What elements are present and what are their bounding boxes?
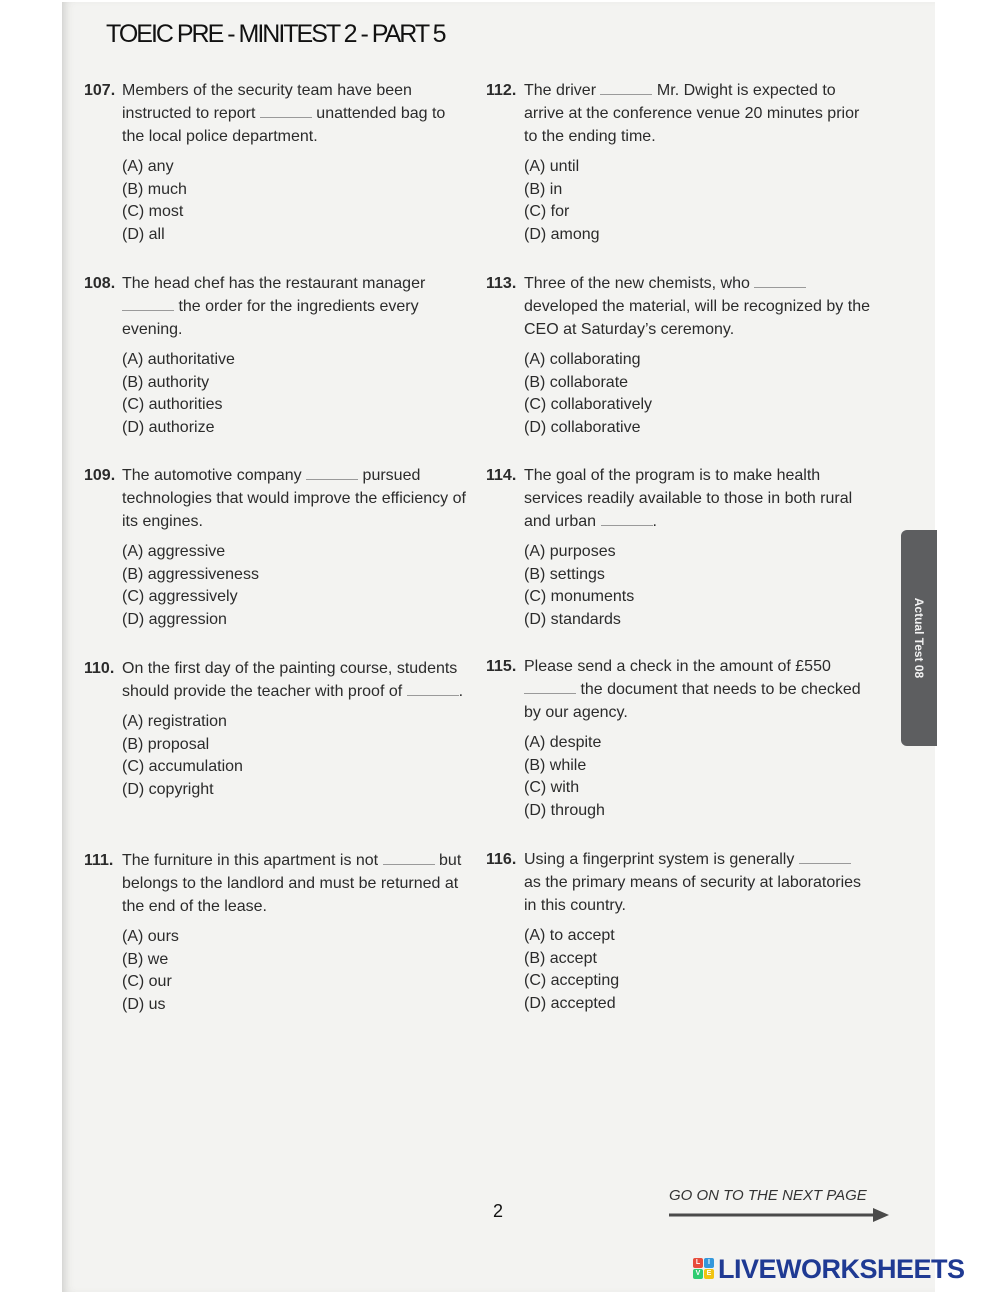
stem-text-before: Members of the security team have been instructed to report: [122, 82, 412, 122]
option-b[interactable]: (B) aggressiveness: [122, 565, 259, 583]
option-d[interactable]: (D) standards: [524, 611, 621, 629]
option-b[interactable]: (B) in: [524, 180, 563, 198]
stem-text-after: as the primary means of security at laboratories in this country.: [524, 874, 862, 914]
options-list: [84, 349, 469, 440]
answer-blank[interactable]: [600, 80, 652, 95]
option-c[interactable]: (C) with: [524, 779, 580, 797]
section-side-tab: [901, 530, 937, 746]
option-c[interactable]: (C) for: [524, 203, 570, 221]
option-a[interactable]: (A) registration: [122, 713, 227, 730]
liveworksheets-logo-icon: [693, 1258, 715, 1280]
question-number: 112.: [486, 82, 517, 99]
option-c[interactable]: (C) authorities: [122, 396, 223, 414]
option-b[interactable]: (B) authority: [122, 373, 210, 391]
question-109: [84, 464, 469, 632]
answer-blank[interactable]: [122, 296, 174, 311]
options-list: [486, 732, 871, 823]
question-number: 111.: [84, 852, 114, 869]
question-stem: [486, 464, 871, 533]
question-number: 108.: [84, 275, 116, 292]
stem-text-before: The automotive company: [122, 467, 307, 484]
question-113: [486, 272, 871, 440]
question-number: 107.: [84, 82, 116, 99]
question-number: 115.: [486, 658, 517, 675]
options-list: [486, 349, 871, 440]
stem-text-after: pursued technologies that would improve the efficiency of its engines.: [122, 467, 466, 530]
option-b[interactable]: (B) collaborate: [524, 373, 629, 391]
question-115: [486, 655, 871, 823]
stem-text-before: The driver: [524, 82, 601, 99]
question-number: 114.: [486, 467, 517, 484]
option-c[interactable]: (C) aggressively: [122, 588, 238, 606]
logo-icon-cell: V: [693, 1269, 703, 1279]
options-list: [84, 541, 469, 632]
question-stem: [84, 657, 469, 703]
option-d[interactable]: (D) authorize: [122, 419, 215, 437]
stem-text-after: the order for the ingredients every evening.: [122, 298, 419, 338]
question-stem: [486, 848, 871, 917]
option-b[interactable]: (B) while: [524, 756, 587, 774]
option-c[interactable]: (C) accumulation: [122, 758, 243, 776]
option-d[interactable]: (D) us: [122, 996, 166, 1014]
page-title: TOEIC PRE - MINITEST 2 - PART 5: [106, 20, 445, 48]
answer-blank[interactable]: [799, 849, 851, 864]
answer-blank[interactable]: [383, 850, 435, 865]
stem-text-after: Mr. Dwight is expected to arrive at the conference venue 20 minutes prior to the ending time.: [524, 82, 860, 145]
option-a[interactable]: (A) any: [122, 158, 174, 175]
option-d[interactable]: (D) copyright: [122, 781, 214, 799]
question-111: [84, 849, 469, 1017]
question-stem: [486, 655, 871, 724]
option-a[interactable]: (A) despite: [524, 734, 602, 751]
stem-text-before: Using a fingerprint system is generally: [524, 851, 799, 868]
logo-text: LIVEWORKSHEETS: [718, 1254, 965, 1284]
question-number: 109.: [84, 467, 116, 484]
question-stem: [84, 79, 469, 148]
question-116: [486, 848, 871, 1016]
options-list: [486, 156, 871, 247]
question-112: [486, 79, 871, 247]
option-b[interactable]: (B) accept: [524, 949, 597, 967]
logo-icon-cell: E: [704, 1269, 714, 1279]
answer-blank[interactable]: [306, 465, 358, 480]
stem-text-after: .: [652, 513, 657, 530]
stem-text-after: .: [458, 683, 464, 700]
question-stem: [84, 849, 469, 918]
question-108: [84, 272, 469, 440]
question-stem: [84, 272, 469, 341]
option-a[interactable]: (A) authoritative: [122, 351, 235, 368]
option-a[interactable]: (A) purposes: [524, 543, 616, 560]
answer-blank[interactable]: [407, 681, 459, 696]
option-a[interactable]: (A) until: [524, 158, 580, 175]
option-b[interactable]: (B) proposal: [122, 735, 210, 753]
option-c[interactable]: (C) collaboratively: [524, 396, 653, 414]
option-a[interactable]: (A) aggressive: [122, 543, 226, 560]
option-d[interactable]: (D) through: [524, 802, 605, 820]
logo-icon-cell: L: [693, 1258, 703, 1268]
option-c[interactable]: (C) most: [122, 203, 184, 221]
answer-blank[interactable]: [601, 511, 653, 526]
answer-blank[interactable]: [260, 103, 312, 118]
option-a[interactable]: (A) to accept: [524, 927, 615, 944]
question-number: 110.: [84, 660, 115, 677]
stem-text-before: The furniture in this apartment is not: [122, 852, 383, 869]
option-d[interactable]: (D) aggression: [122, 611, 227, 629]
options-list: [84, 156, 469, 247]
option-a[interactable]: (A) collaborating: [524, 351, 641, 368]
question-107: [84, 79, 469, 247]
page-number: 2: [493, 1201, 504, 1221]
right-arrow-icon: [669, 1206, 891, 1224]
question-number: 113.: [486, 275, 517, 292]
stem-text-before: The goal of the program is to make health services readily available to those in both rural and urban: [524, 467, 853, 530]
question-stem: [486, 272, 871, 341]
stem-text-after: developed the material, will be recognized by the CEO at Saturday’s ceremony.: [524, 298, 870, 338]
option-c[interactable]: (C) accepting: [524, 972, 620, 990]
option-b[interactable]: (B) settings: [524, 565, 605, 583]
option-d[interactable]: (D) collaborative: [524, 419, 641, 437]
stem-text-after: the document that needs to be checked by our agency.: [524, 681, 861, 721]
option-d[interactable]: (D) among: [524, 226, 600, 244]
stem-text-before: On the first day of the painting course, students should provide the teacher with proof of: [122, 660, 458, 700]
stem-text-after: unattended bag to the local police department.: [122, 105, 446, 145]
question-stem: [84, 464, 469, 533]
options-list: [486, 925, 871, 1016]
option-d[interactable]: (D) accepted: [524, 995, 616, 1013]
question-stem: [486, 79, 871, 148]
side-tab-label: Actual Test 08: [912, 597, 926, 679]
option-c[interactable]: (C) monuments: [524, 588, 635, 606]
option-b[interactable]: (B) much: [122, 180, 187, 198]
question-114: [486, 464, 871, 632]
logo-icon-cell: I: [704, 1258, 714, 1268]
option-c[interactable]: (C) our: [122, 973, 172, 991]
option-d[interactable]: (D) all: [122, 226, 165, 244]
answer-blank[interactable]: [754, 273, 806, 288]
options-list: [84, 711, 469, 802]
answer-blank[interactable]: [524, 679, 576, 694]
next-page-label: GO ON TO THE NEXT PAGE: [669, 1187, 867, 1204]
options-list: [486, 541, 871, 632]
option-b[interactable]: (B) we: [122, 950, 169, 968]
question-110: [84, 657, 469, 802]
stem-text-after: but belongs to the landlord and must be returned at the end of the lease.: [122, 852, 462, 915]
stem-text-before: Three of the new chemists, who: [524, 275, 755, 292]
stem-text-before: Please send a check in the amount of £550: [524, 658, 831, 675]
option-a[interactable]: (A) ours: [122, 928, 179, 945]
options-list: [84, 926, 469, 1017]
question-number: 116.: [486, 851, 517, 868]
stem-text-before: The head chef has the restaurant manager: [122, 275, 426, 292]
